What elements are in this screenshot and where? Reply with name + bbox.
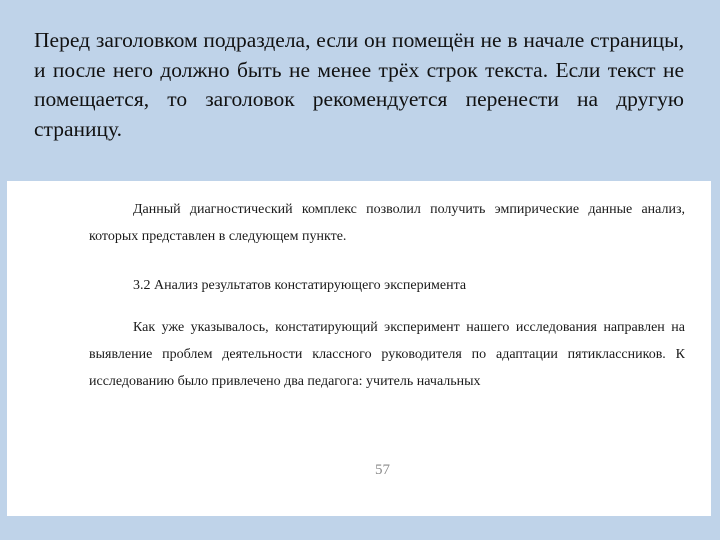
document-paragraph: Как уже указывалось, констатирующий эксперимент нашего исследования направлен на выявление проблем деятельности классного руководителя по адаптации пятиклассников. К исследованию было привлечено два педагога: учитель начальных xyxy=(89,320,685,389)
page-number: 57 xyxy=(375,462,390,478)
document-paragraph: Данный диагностический комплекс позволил получить эмпирические данные анализ, которых представлен в следующем пункте. xyxy=(89,202,685,244)
slide-body-text: Перед заголовком подраздела, если он помещён не в начале страницы, и после него должно быть не менее трёх строк текста. Если текст не помещается, то заголовок рекомендуется перенести на другую страницу. xyxy=(34,28,684,141)
document-page-screenshot xyxy=(7,181,711,516)
subsection-heading: 3.2 Анализ результатов констатирующего эксперимента xyxy=(133,278,467,293)
